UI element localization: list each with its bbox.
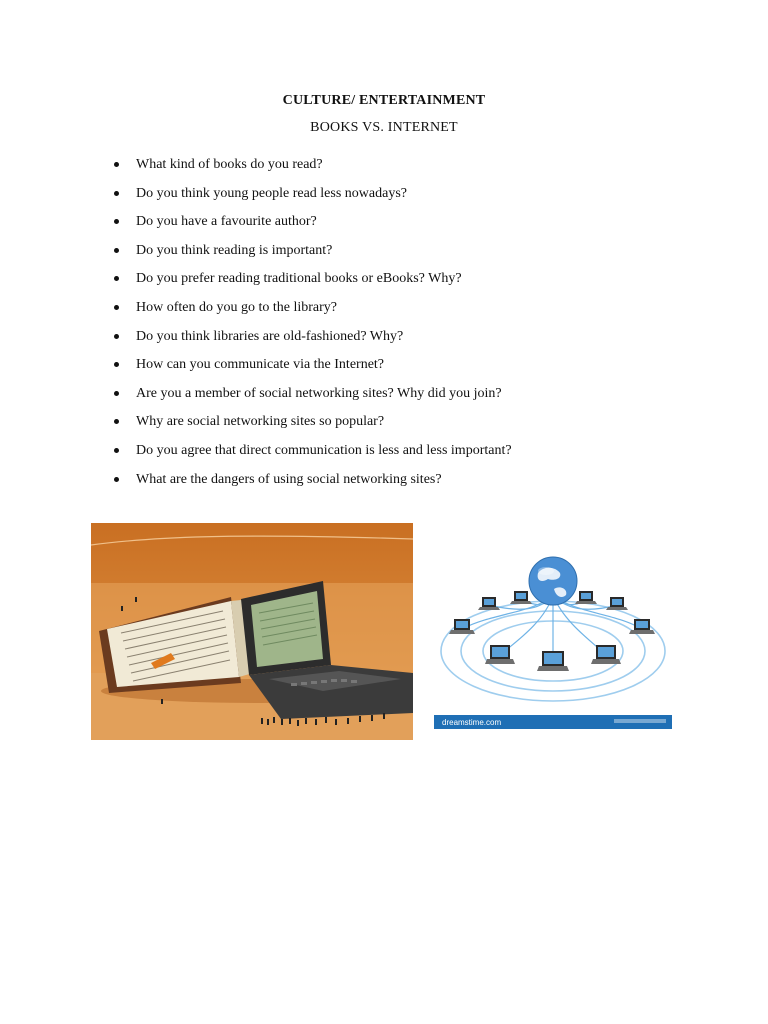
book-and-laptop-illustration	[91, 523, 413, 740]
bullet-icon	[114, 276, 119, 281]
page-subtitle: BOOKS VS. INTERNET	[310, 120, 458, 135]
question-text: How can you communicate via the Internet?	[136, 357, 385, 373]
bullet-icon	[114, 448, 119, 453]
network-globe-illustration	[434, 533, 672, 729]
question-text: What are the dangers of using social networking sites?	[136, 471, 442, 487]
question-text: Do you think libraries are old-fashioned? Why?	[136, 328, 404, 344]
bullet-icon	[114, 248, 119, 253]
question-text: Do you think young people read less nowadays?	[136, 185, 407, 201]
list-item	[110, 441, 512, 470]
list-item	[110, 212, 512, 241]
list-item	[110, 355, 512, 384]
page-title: CULTURE/ ENTERTAINMENT	[282, 93, 486, 108]
bullet-icon	[114, 419, 119, 424]
bullet-icon	[114, 162, 119, 167]
bullet-icon	[114, 362, 119, 367]
question-list	[110, 155, 512, 498]
question-text: Do you think reading is important?	[136, 242, 333, 258]
question-text: How often do you go to the library?	[136, 299, 338, 315]
list-item	[110, 155, 512, 184]
question-text: Do you prefer reading traditional books or eBooks? Why?	[136, 271, 462, 287]
list-item	[110, 184, 512, 213]
question-text: Why are social networking sites so popular?	[136, 414, 385, 430]
bullet-icon	[114, 477, 119, 482]
question-text: Are you a member of social networking sites? Why did you join?	[136, 385, 502, 401]
bullet-icon	[114, 305, 119, 310]
list-item	[110, 327, 512, 356]
bullet-icon	[114, 191, 119, 196]
question-text: What kind of books do you read?	[136, 157, 323, 172]
list-item	[110, 298, 512, 327]
bullet-icon	[114, 391, 119, 396]
bullet-icon	[114, 334, 119, 339]
list-item	[110, 470, 512, 499]
watermark-text: dreamstime.com	[442, 718, 502, 727]
question-text: Do you have a favourite author?	[136, 214, 317, 230]
question-text: Do you agree that direct communication is less and less important?	[136, 442, 512, 458]
list-item	[110, 269, 512, 298]
list-item	[110, 384, 512, 413]
list-item	[110, 241, 512, 270]
list-item	[110, 412, 512, 441]
bullet-icon	[114, 219, 119, 224]
